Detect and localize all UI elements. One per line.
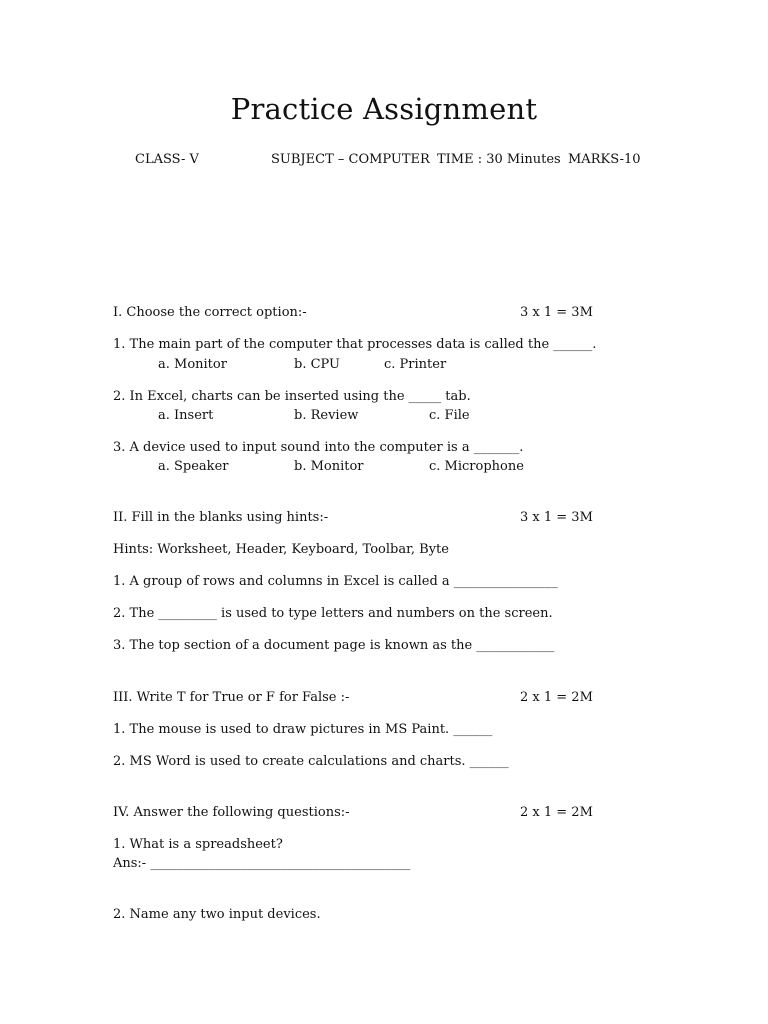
- s1-q1-option-a: a. Monitor: [158, 357, 227, 372]
- time-label: TIME : 30 Minutes: [437, 152, 561, 167]
- s4-question-2: 2. Name any two input devices.: [113, 907, 321, 922]
- subject-label: SUBJECT – COMPUTER: [271, 152, 430, 167]
- s3-question-2: 2. MS Word is used to create calculations and charts. ______: [113, 754, 509, 769]
- document-title: Practice Assignment: [230, 92, 538, 126]
- s4-answer-line: Ans:- ________________________________________: [113, 856, 411, 871]
- section-3-heading: III. Write T for True or F for False :-: [113, 690, 350, 705]
- s2-question-3: 3. The top section of a document page is known as the ____________: [113, 638, 555, 653]
- section-3-marks: 2 x 1 = 2M: [520, 690, 593, 705]
- s3-question-1: 1. The mouse is used to draw pictures in MS Paint. ______: [113, 722, 493, 737]
- s2-question-2: 2. The _________ is used to type letters and numbers on the screen.: [113, 606, 553, 621]
- section-2-heading: II. Fill in the blanks using hints:-: [113, 510, 329, 525]
- s1-q2-option-c: c. File: [429, 408, 470, 423]
- s1-q1-option-b: b. CPU: [294, 357, 341, 372]
- s1-question-3: 3. A device used to input sound into the computer is a _______.: [113, 440, 524, 455]
- s2-question-1: 1. A group of rows and columns in Excel is called a ________________: [113, 574, 558, 589]
- section-4-marks: 2 x 1 = 2M: [520, 805, 593, 820]
- section-2-marks: 3 x 1 = 3M: [520, 510, 593, 525]
- s1-q3-option-c: c. Microphone: [429, 459, 524, 474]
- section-1-marks: 3 x 1 = 3M: [520, 305, 593, 320]
- s1-q1-option-c: c. Printer: [384, 357, 447, 372]
- s2-hints: Hints: Worksheet, Header, Keyboard, Toolbar, Byte: [113, 542, 449, 557]
- s1-question-1: 1. The main part of the computer that processes data is called the ______.: [113, 337, 597, 352]
- s1-q3-option-b: b. Monitor: [294, 459, 364, 474]
- section-4-heading: IV. Answer the following questions:-: [113, 805, 350, 820]
- s1-q2-option-b: b. Review: [294, 408, 359, 423]
- s4-question-1: 1. What is a spreadsheet?: [113, 837, 283, 852]
- class-label: CLASS- V: [135, 152, 199, 167]
- marks-label: MARKS-10: [568, 152, 641, 167]
- s1-q3-option-a: a. Speaker: [158, 459, 229, 474]
- section-1-heading: I. Choose the correct option:-: [113, 305, 307, 320]
- s1-q2-option-a: a. Insert: [158, 408, 214, 423]
- s1-question-2: 2. In Excel, charts can be inserted using the _____ tab.: [113, 389, 471, 404]
